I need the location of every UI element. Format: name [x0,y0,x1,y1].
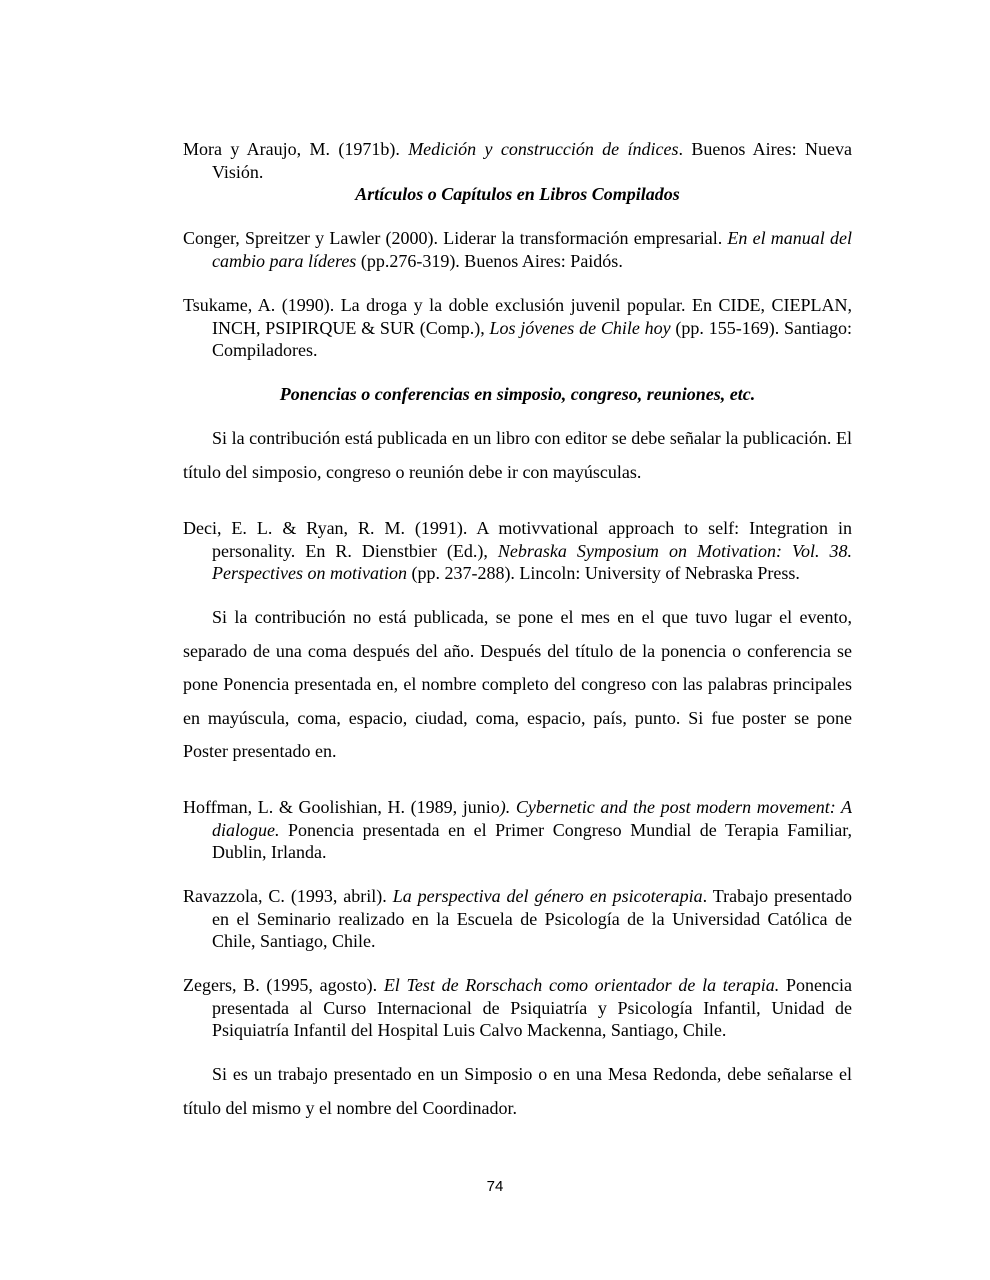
reference-zegers [183,974,852,1042]
reference-text: . Buenos Aires: Nueva Visión. [212,139,852,182]
reference-hoffman [183,796,852,864]
reference-text: . Trabajo presentado en el Seminario realizado en la Escuela de Psicología de la Universidad Católica de Chile, Santiago, Chile. [212,886,852,951]
reference-text: Tsukame, A. (1990). La droga y la doble exclusión juvenil popular. En CIDE, CIEPLAN, INCH, PSIPIRQUE & SUR (Comp.), [183,295,852,338]
reference-conger [183,227,852,272]
reference-text: Zegers, B. (1995, agosto). [183,975,384,995]
reference-text: Hoffman, L. & Goolishian, H. (1989, junio [183,797,500,817]
reference-title: En el manual del cambio para líderes [212,228,852,271]
reference-ravazzola [183,885,852,953]
reference-tsukame [183,294,852,362]
reference-text: (pp. 155-169). Santiago: Compiladores. [212,317,852,360]
paragraph-no-publicada: Si la contribución no está publicada, se pone el mes en el que tuvo lugar el evento, separado de una coma después del año. Después del título de la ponencia o conferencia se pone Ponencia presentada en, el nombre completo del congreso con las palabras principales en mayúscula, coma, espacio, ciudad, coma, espacio, país, punto. Si fue poster se pone Poster presentado en. [183,607,852,761]
page-number: 74 [486,1178,504,1195]
reference-text: (pp. 237-288). Lincoln: University of Nebraska Press. [406,563,800,583]
reference-title: La perspectiva del género en psicoterapia [392,886,703,906]
reference-title: Nebraska Symposium on Motivation: Vol. 38. Perspectives on motivation [212,540,852,583]
reference-text: (pp.276-319). Buenos Aires: Paidós. [356,250,623,271]
reference-title: Medición y construcción de índices [408,139,679,159]
paragraph-simposio: Si es un trabajo presentado en un Simposio o en una Mesa Redonda, debe señalarse el título del mismo y el nombre del Coordinador. [183,1064,852,1118]
reference-title: Los jóvenes de Chile hoy [489,317,671,338]
reference-text: Ponencia presentada al Curso Internacional de Psiquiatría y Psicología Infantil, Unidad de Psiquiatría Infantil del Hospital Luis Calvo Mackenna, Santiago, Chile. [212,975,852,1040]
reference-text: Ponencia presentada en el Primer Congreso Mundial de Terapia Familiar, Dublin, Irlanda. [212,819,852,862]
reference-title: El Test de Rorschach como orientador de la terapia. [383,975,780,995]
reference-text: Conger, Spreitzer y Lawler (2000). Liderar la transformación empresarial. [183,228,728,248]
reference-text: Ravazzola, C. (1993, abril). [183,886,393,906]
section-heading-ponencias: Ponencias o conferencias en simposio, congreso, reuniones, etc. [279,384,756,404]
reference-text: Mora y Araujo, M. (1971b). [183,139,409,159]
reference-title: ). Cybernetic and the post modern movement: A dialogue. [212,797,852,840]
reference-mora [183,138,852,183]
reference-text: Deci, E. L. & Ryan, R. M. (1991). A motivvational approach to self: Integration in personality. En R. Dienstbier (Ed.), [183,518,852,561]
reference-deci [183,517,852,585]
section-heading-articulos: Artículos o Capítulos en Libros Compilados [355,184,680,204]
paragraph-publicada: Si la contribución está publicada en un libro con editor se debe señalar la publicación. El título del simposio, congreso o reunión debe ir con mayúsculas. [183,428,852,482]
